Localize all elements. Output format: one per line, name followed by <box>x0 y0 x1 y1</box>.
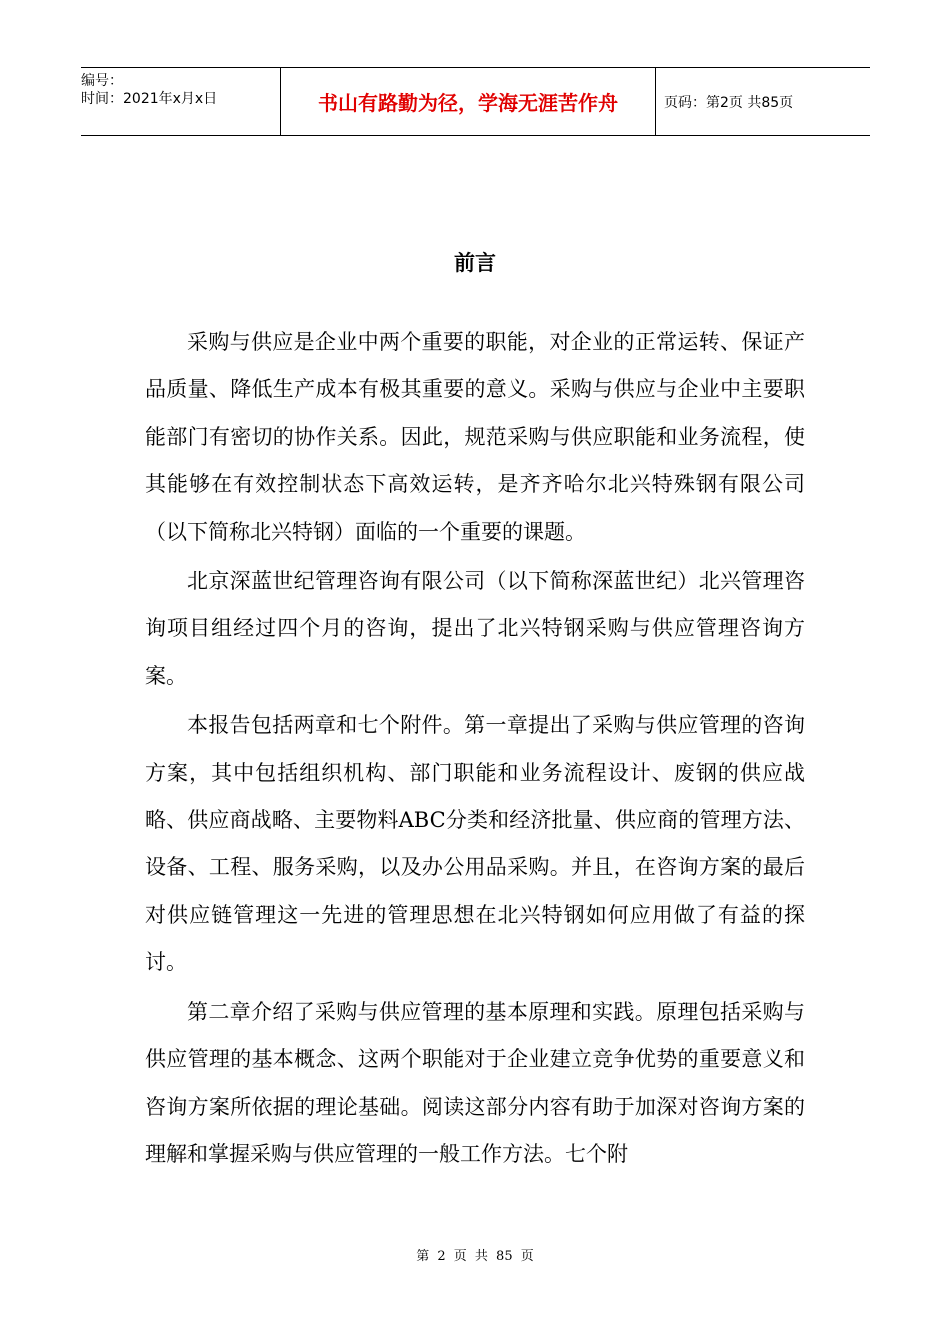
paragraph: 北京深蓝世纪管理咨询有限公司（以下简称深蓝世纪）北兴管理咨询项目组经过四个月的咨询，提出了北兴特钢采购与供应管理咨询方案。 <box>145 569 805 688</box>
document-number-label: 编号： <box>81 73 123 89</box>
paragraph: 本报告包括两章和七个附件。第一章提出了采购与供应管理的咨询方案，其中包括组织机构、部门职能和业务流程设计、废钢的供应战略、供应商战略、主要物料ABC分类和经济批量、供应商的管理方法、设备、工程、服务采购，以及办公用品采购。并且，在咨询方案的最后对供应链管理这一先进的管理思想在北兴特钢如何应用做了有益的探讨。 <box>145 713 805 975</box>
document-body <box>145 319 805 1180</box>
paragraph: 第二章介绍了采购与供应管理的基本原理和实践。原理包括采购与供应管理的基本概念、这两个职能对于企业建立竞争优势的重要意义和咨询方案所依据的理论基础。阅读这部分内容有助于加深对咨询方案的理解和掌握采购与供应管理的一般工作方法。七个附 <box>145 999 805 1166</box>
header-meta <box>81 68 281 135</box>
document-title: 前言 <box>454 251 496 275</box>
document-date-label: 时间：2021年x月x日 <box>81 91 218 107</box>
page-header <box>81 67 870 136</box>
paragraph: 采购与供应是企业中两个重要的职能，对企业的正常运转、保证产品质量、降低生产成本有极其重要的意义。采购与供应与企业中主要职能部门有密切的协作关系。因此，规范采购与供应职能和业务流程，使其能够在有效控制状态下高效运转，是齐齐哈尔北兴特殊钢有限公司（以下简称北兴特钢）面临的一个重要的课题。 <box>145 330 805 544</box>
header-motto: 书山有路勤为径，学海无涯苦作舟 <box>281 68 656 135</box>
page-footer: 第 2 页 共 85 页 <box>416 1249 534 1264</box>
header-page-number: 页码：第2页 共85页 <box>664 94 794 111</box>
